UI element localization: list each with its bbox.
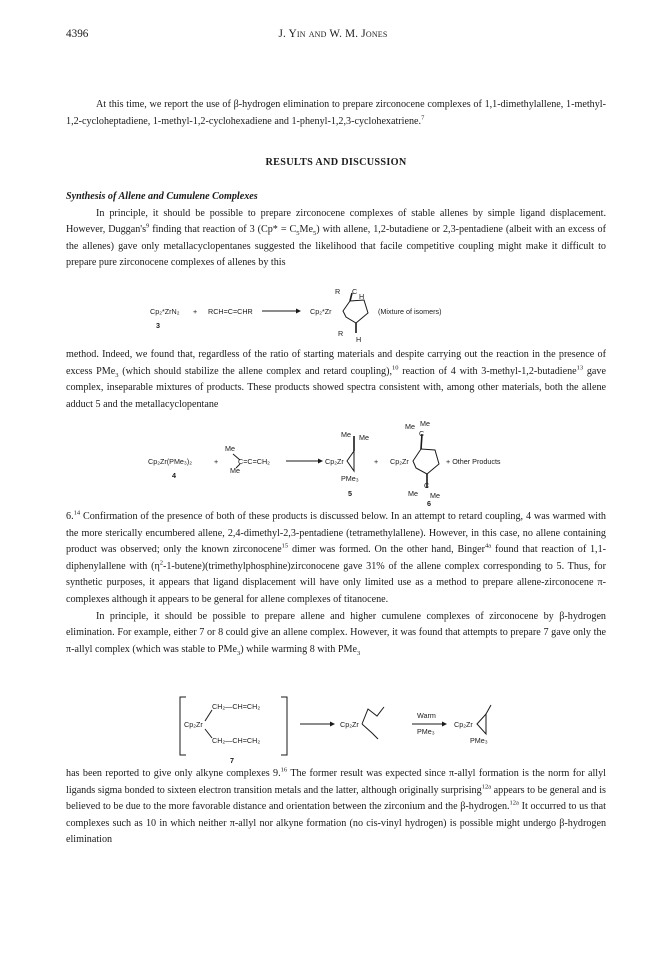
intro-paragraph [66,97,606,130]
scheme2-me-top: Me [225,444,235,453]
scheme3-final-bond [486,705,491,714]
scheme-3 [0,693,672,765]
scheme2-plus-2: + [374,457,379,466]
scheme3-final-pme3: PMe₃ [470,736,488,745]
page-number: 4396 [66,28,89,40]
intro-paragraph-block [66,97,606,130]
scheme2-product6-me4: Me [430,491,440,500]
para3-part-d: found that reaction of 1,1-diphenylallene with (η [66,544,607,572]
intro-text: At this time, we report the use of β-hydrogen elimination to prepare zirconocene complexes of 1,1-dimethylallene, 1-methyl-1,2-cycloheptadiene, 1-methyl-1,2-cyclohexadiene and 1-phenyl-1,2,3-cyclohexatriene. [66,99,606,127]
scheme2-product6-me3: Me [408,489,418,498]
page-header [66,28,600,44]
scheme2-allene: C=C=CH₂ [238,457,270,466]
scheme2-product5-me1: Me [341,430,351,439]
subsection-title: Synthesis of Allene and Cumulene Complexes [66,191,258,202]
subscript: 3 [115,371,119,379]
scheme3-top-chain: CH₂—CH=CH₂ [212,702,261,711]
para1-part-a: In principle, it should be possible to prepare zirconocene complexes of stable allenes by simple ligand displacement. However, Duggan's [66,207,606,236]
scheme2-label-6: 6 [427,499,431,506]
ref-marker: 15 [281,542,289,550]
ref-marker: 12a [481,783,492,791]
subscript: 3 [356,649,361,657]
ref-marker: 13 [576,364,584,372]
scheme-1 [0,287,672,345]
scheme2-me-bottom: Me [230,466,240,475]
subsection-block-1 [66,189,606,272]
scheme-2-drawing [0,418,672,506]
scheme1-r-bottom: R [338,329,344,338]
scheme2-product6-c-top: C [419,429,425,438]
scheme-2 [0,418,672,506]
subsection-block-2 [66,347,606,413]
scheme3-label-7: 7 [230,756,234,765]
para1-part-d: ) with allene, 1,2-butadiene or 2,3-pentadiene (albeit with an excess of the allenes) gave only metallacyclopentanes suggested the likelihood that facile competitive coupling might make it difficult to prepare pure zirconocene complexes of allenes by this [66,224,606,269]
ref-marker: 9 [146,222,150,230]
scheme1-reactant: Cp₂*ZrN₂ [150,307,180,316]
scheme2-product5-ring [347,451,354,471]
scheme3-arrowhead-2 [442,722,447,727]
paragraph-2 [66,347,606,413]
para4-part-b: ) while warming 8 with PMe [240,643,357,655]
scheme2-product5-me2: Me [359,433,369,442]
paragraph-1 [66,206,606,272]
subsection-block-3 [66,509,606,658]
scheme3-final-ring [477,714,486,734]
scheme1-allene: RCH=C=CHR [208,307,253,316]
superscript: 2 [159,559,163,567]
paragraph-4 [66,609,606,659]
para5-part-c: appears to be general and is believed to be due to the more favorable distance and orientation between the zirconium and the β-hydrogen. [66,784,607,813]
scheme2-plus: + [214,457,219,466]
scheme-1-drawing [0,287,672,345]
scheme2-product6-me2: Me [420,419,430,428]
scheme3-final-zr: Cp₂Zr [454,720,473,729]
scheme2-other-products: + Other Products [446,457,501,466]
para5-part-a: has been reported to give only alkyne complexes 9. [66,768,281,779]
ref-marker: 7 [421,114,425,122]
para2-part-a: method. Indeed, we found that, regardless of the ratio of starting materials and despite carrying out the reaction in the presence of excess PMe [66,349,606,377]
scheme1-arrowhead [296,309,301,314]
scheme3-allyl [362,707,384,724]
para3-part-c: dimer was formed. On the other hand, Binger [288,544,486,556]
scheme1-note: (Mixture of isomers) [378,307,442,316]
para2-part-b: (which should stabilize the allene complex and retard coupling), [118,365,393,377]
scheme3-bottom-chain: CH₂—CH=CH₂ [212,736,261,745]
scheme1-product-zr: Cp₂*Zr [310,307,332,316]
ref-marker: 10 [392,364,399,372]
running-head: J. Yin and W. M. Jones [278,28,388,40]
scheme1-h-top: H [359,292,365,301]
scheme3-warm: Warm [417,711,436,720]
paragraph-3 [66,509,606,609]
para2-part-d: gave complex, inseparable mixtures of products. These products showed spectra consistent with, among other materials, both the allene adduct 5 and the metallacyclopentane [66,365,606,410]
subscript: 5 [296,230,300,238]
para3-part-e: -1-butene)(trimethylphosphine)zirconocene gave 31% of the allene complex corresponding to 5. Thus, for synthetic purposes, it appears that ligand displacement will have only limited use as a method to prepare allene-zirconocene π-complexes although it appears to be general for allene complexes of titanocene. [66,560,606,605]
scheme3-product-zr: Cp₂Zr [340,720,359,729]
scheme2-product5-zr: Cp₂Zr [325,457,344,466]
scheme2-product6-ring [413,449,439,474]
scheme3-allyl-lower [362,724,378,739]
scheme3-zr: Cp₂Zr [184,720,203,729]
para5-part-d: It occurred to us that complexes such as 10 in which neither π-allyl nor alkyne formation (no cis-vinyl hydrogen) is possible might undergo β-hydrogen elimination [66,801,606,846]
scheme3-bond-bottom [205,729,212,738]
scheme3-arrowhead-1 [330,722,335,727]
scheme1-h-bottom: H [356,335,362,344]
scheme3-arrow-pme3: PMe₃ [417,727,435,736]
subscript: 5 [313,230,317,238]
scheme2-reactant: Cp₂Zr(PMe₃)₂ [148,457,193,466]
ref-marker: 14 [73,509,81,517]
para4-part-a: In principle, it should be possible to prepare allene and higher cumulene complexes of zirconocene by β-hydrogen elimination. For example, either 7 or 8 could give an allene complex. However, it was found that attempts to prepare 7 gave only the π-allyl complex (which was stable to PMe [66,610,606,655]
para5-part-b: The former result was expected since π-allyl formation is the norm for allyl ligands sigma bonded to sixteen electron transition metals and the latter, although originally surprising [66,768,606,796]
scheme1-c-top: C [352,287,358,296]
scheme2-label-5: 5 [348,489,352,498]
scheme1-r-top: R [335,287,341,296]
ref-marker: 16 [280,766,288,774]
scheme2-product6-zr: Cp₂Zr [390,457,409,466]
para2-part-c: reaction of 4 with 3-methyl-1,2-butadiene [398,365,577,377]
scheme2-label-4: 4 [172,471,176,480]
para1-part-c: Me [299,224,314,236]
para1-part-b: finding that reaction of 3 (Cp* = C [149,224,297,236]
section-heading: RESULTS AND DISCUSSION [265,157,407,168]
scheme1-label-3: 3 [156,321,160,330]
scheme2-product6-c-bottom: C [424,481,430,490]
scheme1-ring [343,300,368,323]
scheme-3-drawing [0,693,672,765]
para3-part-b: Confirmation of the presence of both of these products is discussed below. In an attempt to retard coupling, 4 was warmed with the more sterically encumbered allene, 2,4-dimethyl-2,3-pentadiene (tetramethylallene). However, in this case, no allene containing product was observed; only the known zirconocene [66,511,606,556]
scheme2-arrowhead [318,459,323,464]
ref-marker: 4a [485,542,492,550]
ref-marker: 12a [509,799,519,807]
subscript: 3 [237,649,241,657]
subsection-block-4 [66,766,606,849]
paragraph-5 [66,766,606,849]
scheme1-plus: + [193,307,198,316]
scheme3-bracket-right [281,697,287,755]
scheme2-product6-me1: Me [405,422,415,431]
scheme3-bond-top [205,710,212,721]
para3-part-a: 6. [66,511,74,522]
scheme2-pme3: PMe₃ [341,474,359,483]
